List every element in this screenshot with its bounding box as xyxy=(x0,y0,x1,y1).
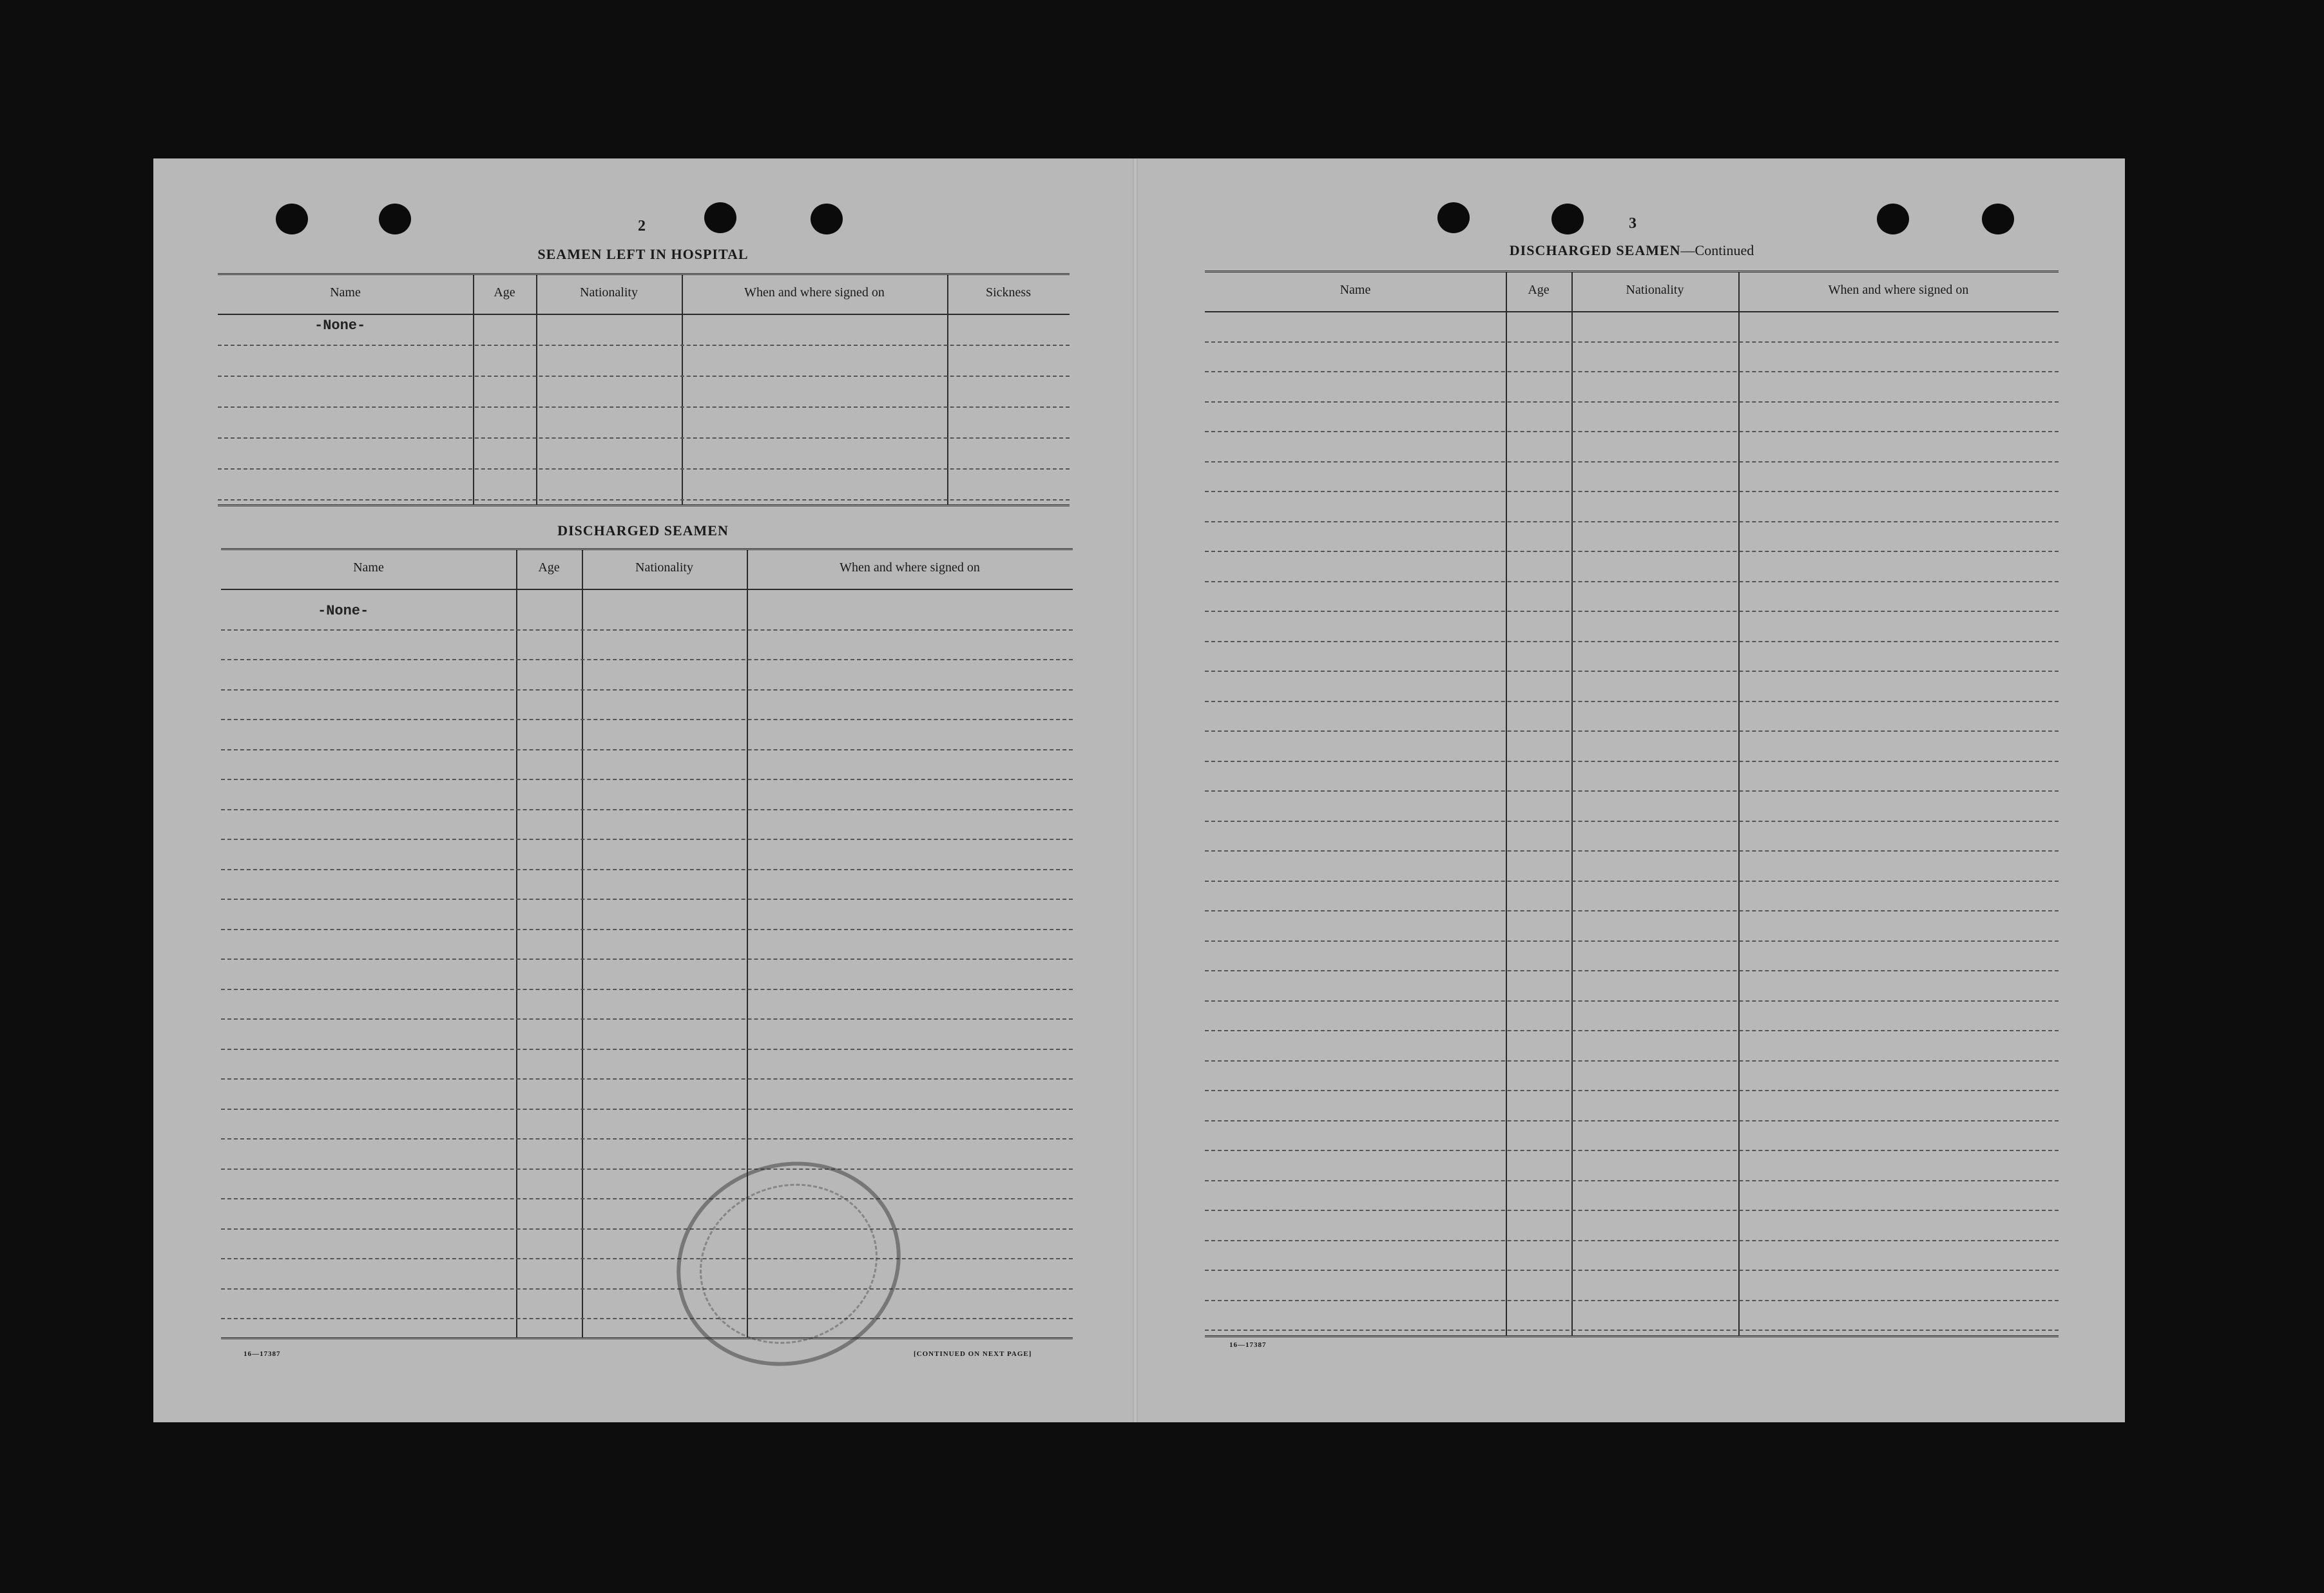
row-rule xyxy=(221,1078,1073,1080)
hospital-table xyxy=(218,273,1070,506)
column-divider xyxy=(473,275,474,504)
row-rule xyxy=(221,1109,1073,1110)
row-rule xyxy=(221,989,1073,990)
row-rule xyxy=(221,809,1073,810)
row-rule xyxy=(221,839,1073,840)
row-rule xyxy=(1205,611,2059,612)
punch-hole xyxy=(1877,204,1909,234)
row-rule xyxy=(218,406,1070,408)
row-rule xyxy=(1205,341,2059,343)
discharged-table-right xyxy=(1205,271,2059,1337)
continued-note: [CONTINUED ON NEXT PAGE] xyxy=(914,1350,1032,1358)
left-page-number: 2 xyxy=(638,218,646,234)
col-name: Name xyxy=(330,285,361,300)
row-rule xyxy=(1205,431,2059,432)
row-rule xyxy=(1205,491,2059,492)
row-rule xyxy=(1205,581,2059,582)
continued-suffix: —Continued xyxy=(1680,242,1754,258)
col-signed-on: When and where signed on xyxy=(1828,283,1969,297)
row-rule xyxy=(221,929,1073,930)
col-signed-on: When and where signed on xyxy=(840,560,980,575)
punch-hole xyxy=(276,204,308,234)
row-rule xyxy=(221,779,1073,780)
row-rule xyxy=(221,1018,1073,1020)
column-divider xyxy=(947,275,948,504)
row-rule xyxy=(1205,761,2059,762)
col-name: Name xyxy=(1340,283,1371,297)
col-age: Age xyxy=(494,285,515,300)
row-rule xyxy=(221,1318,1073,1319)
row-rule xyxy=(221,629,1073,631)
page-fold xyxy=(1133,158,1138,1422)
right-page-number: 3 xyxy=(1629,215,1637,232)
row-rule xyxy=(221,959,1073,960)
left-form-number: 16—17387 xyxy=(244,1350,281,1358)
col-sickness: Sickness xyxy=(986,285,1031,300)
row-rule xyxy=(221,689,1073,691)
column-divider xyxy=(536,275,537,504)
row-rule xyxy=(221,1049,1073,1050)
discharged-table-left xyxy=(221,548,1073,1339)
row-rule xyxy=(1205,881,2059,882)
col-age: Age xyxy=(1528,283,1550,297)
discharged-continued-header xyxy=(1205,272,2059,312)
hospital-table-header xyxy=(218,275,1070,315)
row-rule xyxy=(1205,1150,2059,1151)
discharged-continued-title xyxy=(1205,242,2059,259)
row-rule xyxy=(218,376,1070,377)
column-divider xyxy=(582,550,583,1337)
column-divider xyxy=(516,550,517,1337)
row-rule xyxy=(1205,461,2059,463)
row-rule xyxy=(1205,790,2059,792)
row-rule xyxy=(218,345,1070,346)
punch-hole xyxy=(379,204,411,234)
punch-hole xyxy=(704,202,736,233)
row-rule xyxy=(221,1198,1073,1199)
row-rule xyxy=(221,1288,1073,1290)
row-rule xyxy=(1205,1060,2059,1062)
row-rule xyxy=(1205,1330,2059,1331)
punch-hole xyxy=(1551,204,1584,234)
row-rule xyxy=(1205,1090,2059,1091)
row-rule xyxy=(1205,940,2059,942)
col-age: Age xyxy=(538,560,560,575)
hospital-section-title: SEAMEN LEFT IN HOSPITAL xyxy=(537,246,749,262)
row-rule xyxy=(1205,821,2059,822)
row-rule xyxy=(1205,910,2059,911)
row-rule xyxy=(1205,1180,2059,1181)
row-rule xyxy=(221,1169,1073,1170)
row-rule xyxy=(221,749,1073,750)
row-rule xyxy=(1205,1030,2059,1031)
col-nationality: Nationality xyxy=(635,560,693,575)
row-rule xyxy=(218,499,1070,501)
right-form-number: 16—17387 xyxy=(1229,1341,1267,1349)
punch-hole xyxy=(1437,202,1470,233)
row-rule xyxy=(1205,730,2059,732)
col-nationality: Nationality xyxy=(580,285,638,300)
row-rule xyxy=(221,1258,1073,1259)
row-rule xyxy=(1205,551,2059,552)
punch-hole xyxy=(811,204,843,234)
row-rule xyxy=(1205,701,2059,702)
row-rule xyxy=(1205,401,2059,403)
row-rule xyxy=(1205,641,2059,642)
row-rule xyxy=(1205,671,2059,672)
row-rule xyxy=(221,719,1073,720)
row-rule xyxy=(1205,1120,2059,1121)
col-nationality: Nationality xyxy=(1626,283,1684,297)
document-sheet xyxy=(153,158,2125,1422)
row-rule xyxy=(221,1228,1073,1230)
row-rule xyxy=(1205,521,2059,522)
col-signed-on: When and where signed on xyxy=(744,285,885,300)
row-rule xyxy=(1205,371,2059,372)
row-rule xyxy=(221,869,1073,870)
row-rule xyxy=(1205,1210,2059,1211)
row-rule xyxy=(221,1138,1073,1140)
row-rule xyxy=(218,468,1070,470)
row-rule xyxy=(1205,850,2059,852)
row-rule xyxy=(1205,1300,2059,1301)
column-divider xyxy=(682,275,683,504)
hospital-entry-name: -None- xyxy=(314,318,366,334)
row-rule xyxy=(218,437,1070,439)
discharged-table-header xyxy=(221,550,1073,590)
row-rule xyxy=(1205,1270,2059,1271)
row-rule xyxy=(221,659,1073,660)
discharged-entry-name: -None- xyxy=(318,603,369,619)
discharged-section-title: DISCHARGED SEAMEN xyxy=(557,522,729,539)
row-rule xyxy=(1205,1000,2059,1002)
row-rule xyxy=(221,899,1073,900)
punch-hole xyxy=(1982,204,2014,234)
row-rule xyxy=(1205,970,2059,971)
col-name: Name xyxy=(353,560,384,575)
discharged-title-text: DISCHARGED SEAMEN xyxy=(1509,242,1681,258)
row-rule xyxy=(1205,1240,2059,1241)
